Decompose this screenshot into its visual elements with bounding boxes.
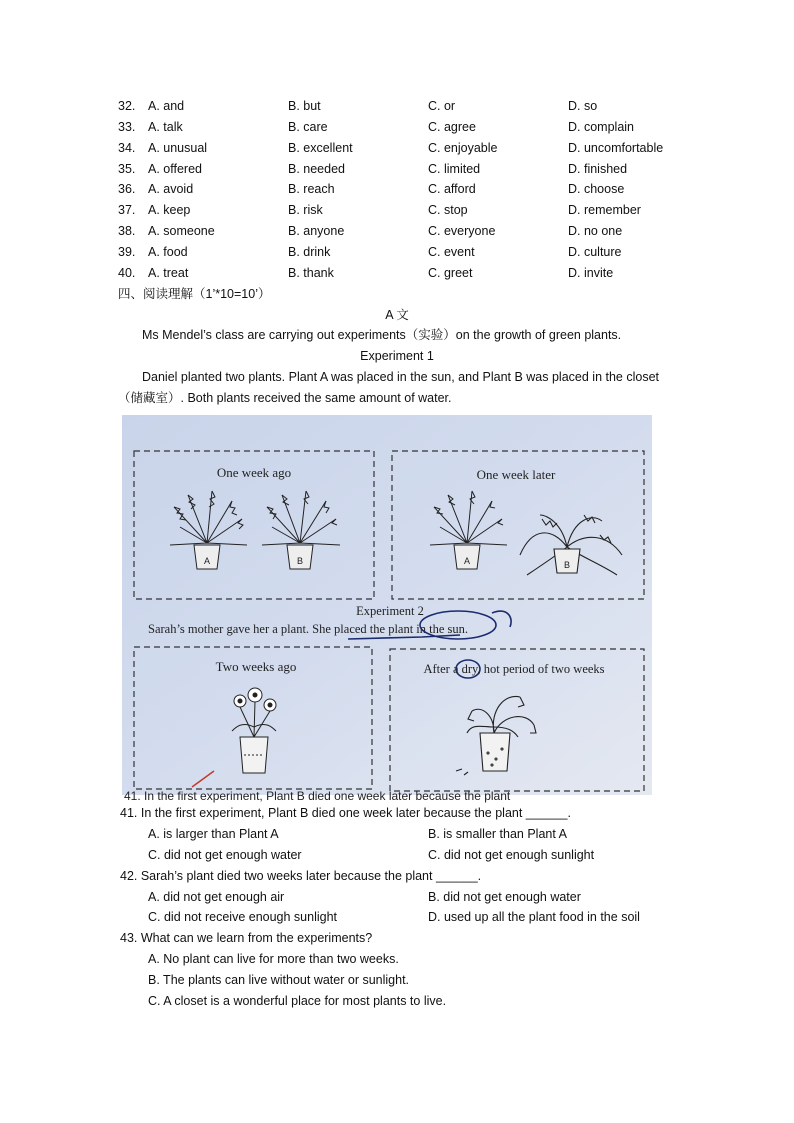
- option-b: B. but: [288, 99, 321, 113]
- passage-intro: Ms Mendel’s class are carrying out experiments（实验）on the growth of green plants.: [142, 328, 622, 342]
- question-number: 34.: [118, 141, 136, 155]
- option-c: C. everyone: [428, 224, 496, 238]
- section-heading: 四、阅读理解（1’*10=10’）: [118, 287, 271, 301]
- option-d: D. remember: [568, 203, 641, 217]
- plant-label-a: A: [203, 556, 211, 566]
- option-b: B. thank: [288, 266, 334, 280]
- option-a: A. No plant can live for more than two weeks.: [148, 952, 399, 966]
- option-c: C. event: [428, 245, 475, 259]
- caption-two-weeks-ago: Two weeks ago: [215, 659, 297, 674]
- option-b: B. anyone: [288, 224, 345, 238]
- option-b: B. did not get enough water: [428, 890, 581, 904]
- option-b: B. care: [288, 120, 328, 134]
- question-number: 37.: [118, 203, 136, 217]
- option-a: A. talk: [148, 120, 183, 134]
- plant-label-b: B: [296, 556, 304, 566]
- caption-one-week-ago: One week ago: [216, 465, 292, 480]
- option-d: D. so: [568, 99, 598, 113]
- caption-after-two-weeks: After a dry, hot period of two weeks: [423, 662, 605, 676]
- option-c: C. did not receive enough sunlight: [148, 910, 338, 924]
- option-c: C. A closet is a wonderful place for most plants to live.: [148, 994, 447, 1008]
- option-a: A. did not get enough air: [148, 890, 285, 904]
- question-stem: 41. In the first experiment, Plant B died one week later because the plant ______.: [120, 806, 571, 820]
- option-c: C. stop: [428, 203, 468, 217]
- option-b: B. risk: [288, 203, 323, 217]
- option-c: C. greet: [428, 266, 473, 280]
- option-b: B. is smaller than Plant A: [428, 827, 567, 841]
- option-d: C. did not get enough sunlight: [428, 848, 595, 862]
- cut-off-line: 41. In the first experiment, Plant B died one week later because the plant: [124, 789, 511, 803]
- option-c: C. enjoyable: [428, 141, 498, 155]
- question-number: 35.: [118, 162, 136, 176]
- option-a: A. treat: [148, 266, 189, 280]
- option-c: C. afford: [428, 182, 476, 196]
- option-d: D. choose: [568, 182, 625, 196]
- question-number: 32.: [118, 99, 136, 113]
- option-a: A. keep: [148, 203, 191, 217]
- question-number: 33.: [118, 120, 136, 134]
- option-a: A. unusual: [148, 141, 208, 155]
- option-a: A. someone: [148, 224, 215, 238]
- experiment-figure: [122, 415, 652, 803]
- experiment-2-text: Sarah’s mother gave her a plant. She placed the plant in the sun.: [148, 622, 469, 636]
- option-a: A. is larger than Plant A: [148, 827, 279, 841]
- option-d: D. complain: [568, 120, 634, 134]
- option-b: B. drink: [288, 245, 331, 259]
- option-c: C. limited: [428, 162, 481, 176]
- experiment-1-text-cont: （储藏室）. Both plants received the same amount of water.: [118, 391, 452, 405]
- option-b: B. excellent: [288, 141, 353, 155]
- plant-label-a-later: A: [463, 556, 471, 566]
- question-stem: 42. Sarah’s plant died two weeks later because the plant ______.: [120, 869, 482, 883]
- option-b: B. needed: [288, 162, 345, 176]
- option-c: C. agree: [428, 120, 476, 134]
- option-c: C. or: [428, 99, 456, 113]
- option-a: A. offered: [148, 162, 202, 176]
- question-number: 39.: [118, 245, 136, 259]
- option-a: A. and: [148, 99, 185, 113]
- option-d: D. culture: [568, 245, 622, 259]
- passage-label: A 文: [385, 308, 409, 322]
- option-d: D. finished: [568, 162, 628, 176]
- question-number: 40.: [118, 266, 136, 280]
- option-d: D. no one: [568, 224, 623, 238]
- option-a: A. avoid: [148, 182, 194, 196]
- experiment-1-text: Daniel planted two plants. Plant A was placed in the sun, and Plant B was placed in the closet: [142, 370, 659, 384]
- question-number: 36.: [118, 182, 136, 196]
- option-c: C. did not get enough water: [148, 848, 302, 862]
- plant-label-b-later: B: [563, 560, 571, 570]
- experiment-2-title: Experiment 2: [356, 604, 424, 618]
- option-d: D. uncomfortable: [568, 141, 664, 155]
- caption-one-week-later: One week later: [476, 467, 556, 482]
- question-stem: 43. What can we learn from the experiments?: [120, 931, 373, 945]
- option-b: B. reach: [288, 182, 335, 196]
- option-d: D. invite: [568, 266, 614, 280]
- question-number: 38.: [118, 224, 136, 238]
- option-b: B. The plants can live without water or sunlight.: [148, 973, 410, 987]
- option-d: D. used up all the plant food in the soil: [428, 910, 640, 924]
- experiment-1-title: Experiment 1: [360, 349, 434, 363]
- option-a: A. food: [148, 245, 188, 259]
